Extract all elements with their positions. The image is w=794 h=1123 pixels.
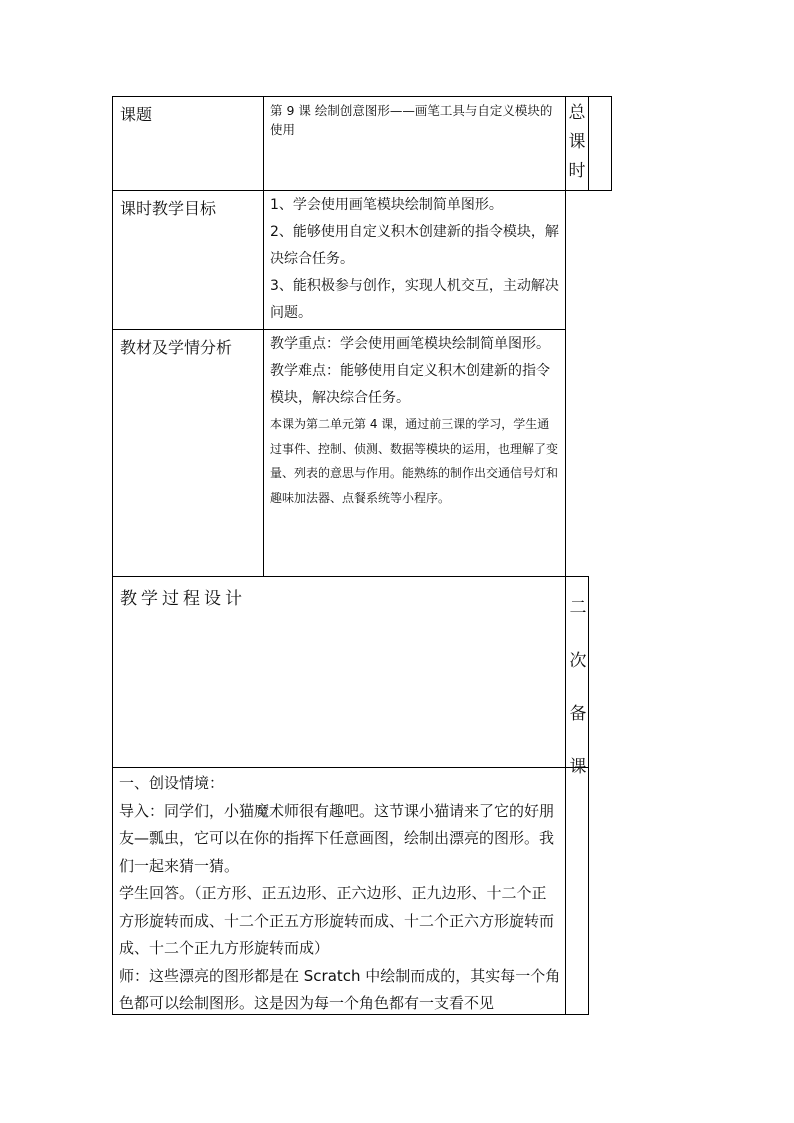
process-paragraph: 师：这些漂亮的图形都是在 Scratch 中绘制而成的，其实每一个角色都可以绘制图形。这是因为每一个角色都有一支看不见 [119, 966, 561, 1012]
process-label: 教学过程设计 [120, 589, 246, 609]
total-hours-label: 总课时 [568, 103, 586, 181]
table-border [112, 190, 565, 191]
topic-text: 第 9 课 绘制创意图形——画笔工具与自定义模块的使用 [270, 103, 553, 137]
table-border [611, 96, 612, 191]
process-paragraph: 学生回答。（正方形、正五边形、正六边形、正九边形、十二个正方形旋转而成、十二个正五方形旋转而成、十二个正六方形旋转而成、十二个正九方形旋转而成） [119, 884, 555, 957]
analysis-text: 本课为第二单元第 4 课，通过前三课的学习，学生通过事件、控制、侦测、数据等模块的运用，也理解了变量、列表的意思与作用。能熟练的制作出交通信号灯和趣味加法器、点餐系统等小程序。 [270, 417, 559, 505]
second-prep-label: 二次备课 [569, 598, 587, 777]
analysis-label: 教材及学情分析 [120, 338, 233, 357]
table-border [112, 576, 588, 577]
objective-item: 2、能够使用自定义积木创建新的指令模块，解决综合任务。 [270, 224, 559, 267]
difficulty: 教学难点：能够使用自定义积木创建新的指令模块，解决综合任务。 [270, 363, 550, 406]
table-border [112, 329, 565, 330]
process-body [119, 770, 561, 1018]
table-border [588, 96, 589, 191]
table-border [263, 96, 264, 577]
process-paragraph: 一、创设情境： [119, 774, 225, 792]
objective-item: 1、学会使用画笔模块绘制简单图形。 [270, 197, 503, 213]
key-point: 教学重点：学会使用画笔模块绘制简单图形。 [270, 336, 550, 352]
objectives-list [270, 192, 560, 327]
table-border [112, 96, 612, 97]
objectives-label: 课时教学目标 [120, 199, 217, 218]
objective-item: 3、能积极参与创作，实现人机交互，主动解决问题。 [270, 278, 559, 321]
process-paragraph: 导入：同学们，小猫魔术师很有趣吧。这节课小猫请来了它的好朋友—瓢虫，它可以在你的指挥下任意画图，绘制出漂亮的图形。我们一起来猜一猜。 [119, 801, 555, 875]
analysis-content [270, 331, 560, 510]
table-border [565, 96, 566, 1015]
table-border [112, 767, 588, 768]
table-border [112, 96, 113, 1015]
topic-label: 课题 [120, 105, 153, 124]
